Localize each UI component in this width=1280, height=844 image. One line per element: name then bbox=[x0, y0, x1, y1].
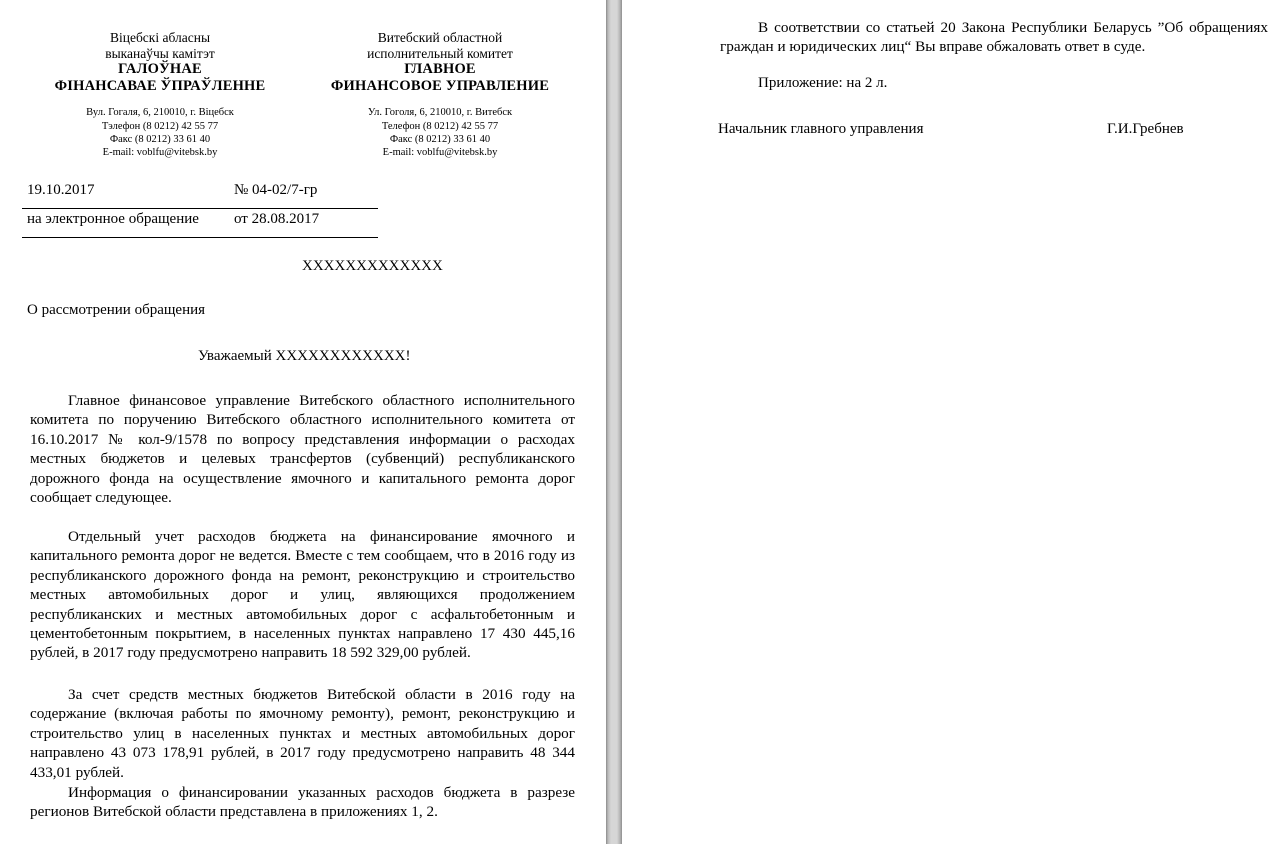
body-paragraph-3: За счет средств местных бюджетов Витебской области в 2016 году на содержание (включая работы по ямочному ремонту), ремонт, реконструкцию и строительство улиц в населенных пунктах и местных автомобильных дорог направлено 43 073 178,91 рублей, в 2017 году предусмотрено направить 48 344 433,01 рублей. bbox=[30, 686, 575, 781]
addressee: ХХХХХХХХХХХХХ bbox=[302, 258, 443, 274]
body-paragraph-1: Главное финансовое управление Витебского областного исполнительного комитета по поручению Витебского областного исполнительного комитета от 16.10.2017 № кол-9/1578 по вопросу представления информации о расходах местных бюджетов и целевых трансфертов (субвенций) республиканского дорожного фонда на осуществление ямочного и капитального ремонта дорог сообщает следующее. bbox=[30, 392, 575, 507]
org-name-line: исполнительный комитет bbox=[367, 45, 513, 61]
signatory-title: Начальник главного управления bbox=[718, 121, 924, 137]
registration-rule bbox=[22, 208, 378, 209]
address: Вул. Гогаля, 6, 210010, г. Віцебск bbox=[86, 107, 234, 119]
org-name-line: Віцебскі абласны bbox=[109, 30, 211, 45]
phone: Тэлефон (8 0212) 42 55 77 bbox=[101, 120, 219, 132]
registration-rule bbox=[22, 237, 378, 238]
appeal-rights-paragraph: В соответствии со статьей 20 Закона Республики Беларусь ”Об обращениях граждан и юридических лиц“ Вы вправе обжаловать ответ в суде. bbox=[720, 19, 1268, 56]
fax: Факс (8 0212) 33 61 40 bbox=[109, 133, 211, 145]
fax: Факс (8 0212) 33 61 40 bbox=[389, 133, 491, 145]
body-paragraph-2: Отдельный учет расходов бюджета на финансирование ямочного и капитального ремонта дорог не ведется. Вместе с тем сообщаем, что в 2016 году из республиканского дорожного фонда на ремонт, реконструкцию и строительство местных автомобильных дорог и улиц, являющихся продолжением республиканских и местных автомобильных дорог с асфальтобетонным и цементобетонным покрытием, в населенных пунктах направлено 17 430 445,16 рублей, в 2017 году предусмотрено направить 18 592 329,00 рублей. bbox=[30, 528, 575, 662]
address: Ул. Гоголя, 6, 210010, г. Витебск bbox=[367, 107, 513, 119]
reference-label: на электронное обращение bbox=[27, 211, 199, 227]
salutation: Уважаемый ХХХХХХХХХХХХ! bbox=[198, 348, 411, 364]
department-name-line: ГАЛОЎНАЕ bbox=[118, 61, 202, 78]
org-name-line: выканаўчы камітэт bbox=[105, 45, 215, 61]
department-name-line: ФИНАНСОВОЕ УПРАВЛЕНИЕ bbox=[330, 77, 550, 94]
subject-line: О рассмотрении обращения bbox=[27, 302, 206, 318]
org-name-line: Витебский областной bbox=[377, 30, 503, 45]
reference-date: от 28.08.2017 bbox=[234, 211, 320, 227]
page-gutter bbox=[606, 0, 622, 844]
letter-number: № 04-02/7-гр bbox=[234, 182, 318, 198]
letterhead-russian bbox=[300, 30, 580, 159]
attachment-note: Приложение: на 2 л. bbox=[758, 75, 888, 91]
email: E-mail: voblfu@vitebsk.by bbox=[382, 146, 498, 158]
body-paragraph-4: Информация о финансировании указанных расходов бюджета в разрезе регионов Витебской области представлена в приложениях 1, 2. bbox=[30, 784, 575, 821]
department-name-line: ГЛАВНОЕ bbox=[404, 61, 476, 78]
phone: Телефон (8 0212) 42 55 77 bbox=[381, 120, 499, 132]
department-name-line: ФІНАНСАВАЕ ЎПРАЎЛЕННЕ bbox=[54, 77, 266, 94]
letter-date: 19.10.2017 bbox=[27, 182, 95, 198]
signatory-name: Г.И.Гребнев bbox=[1107, 121, 1184, 137]
email: E-mail: voblfu@vitebsk.by bbox=[102, 146, 218, 158]
letterhead-belarusian bbox=[22, 30, 298, 159]
